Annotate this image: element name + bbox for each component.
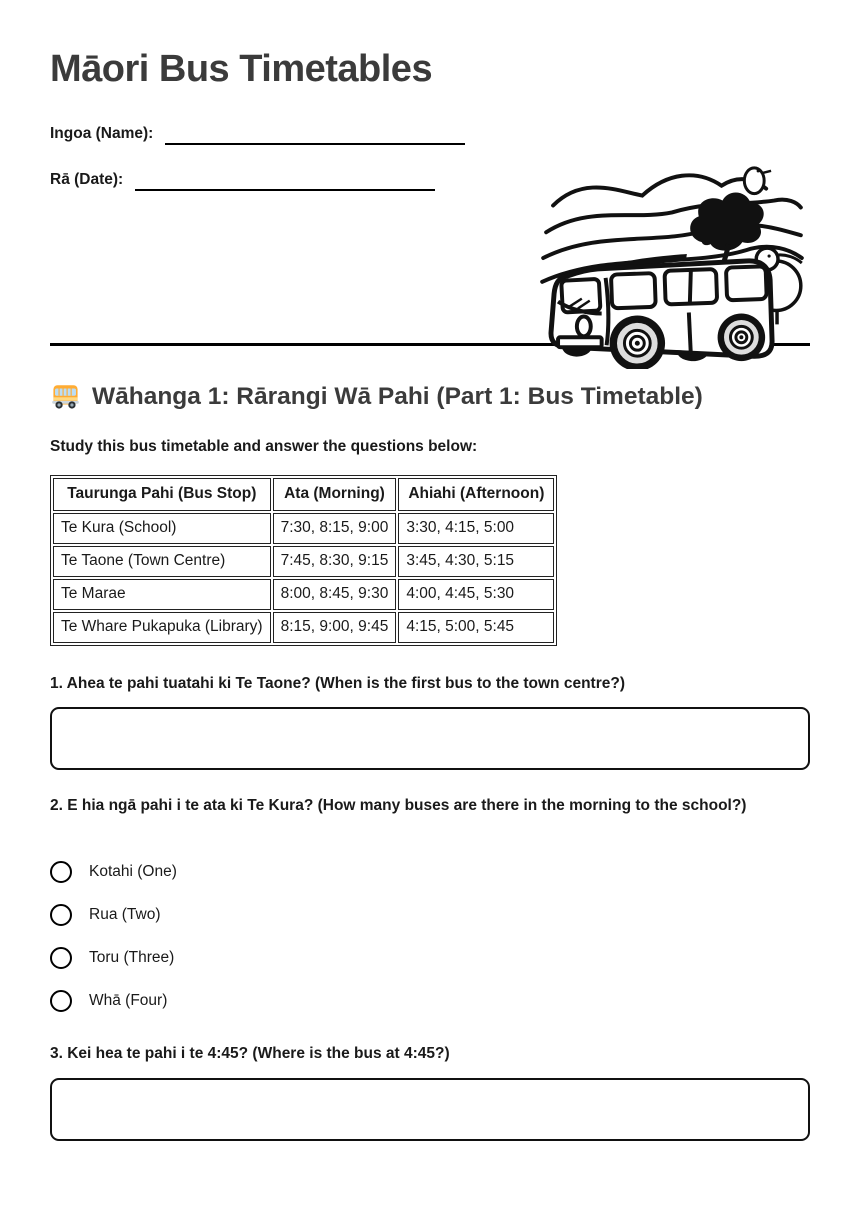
date-label: Rā (Date): <box>50 170 124 188</box>
morning-times: 7:30, 8:15, 9:00 <box>273 513 397 544</box>
morning-times: 8:00, 8:45, 9:30 <box>273 579 397 610</box>
section-heading <box>50 382 810 411</box>
col-header-morning: Ata (Morning) <box>273 478 397 511</box>
bus-landscape-illustration <box>538 151 806 369</box>
radio-option-toru[interactable] <box>50 946 810 969</box>
name-input[interactable] <box>165 123 465 145</box>
radio-option-rua[interactable] <box>50 903 810 926</box>
stop-name: Te Taone (Town Centre) <box>53 546 271 577</box>
van-drawing <box>551 254 772 369</box>
afternoon-times: 3:30, 4:15, 5:00 <box>398 513 554 544</box>
afternoon-times: 4:00, 4:45, 5:30 <box>398 579 554 610</box>
morning-times: 7:45, 8:30, 9:15 <box>273 546 397 577</box>
intro-text: Study this bus timetable and answer the questions below: <box>50 438 478 456</box>
afternoon-times: 4:15, 5:00, 5:45 <box>398 612 554 643</box>
afternoon-times: 3:45, 4:30, 5:15 <box>398 546 554 577</box>
date-input[interactable] <box>135 169 435 191</box>
radio-button-icon[interactable] <box>50 990 72 1012</box>
radio-button-icon[interactable] <box>50 861 72 883</box>
bus-emoji-icon <box>50 382 81 411</box>
radio-option-label: Toru (Three) <box>89 948 175 966</box>
table-row <box>53 546 554 577</box>
radio-button-icon[interactable] <box>50 904 72 926</box>
radio-option-label: Kotahi (One) <box>89 862 177 880</box>
front-wheel <box>610 315 665 369</box>
table-row <box>53 612 554 643</box>
question-3-label: 3. Kei hea te pahi i te 4:45? (Where is the bus at 4:45?) <box>50 1045 450 1063</box>
radio-option-wha[interactable] <box>50 989 810 1012</box>
stop-name: Te Whare Pukapuka (Library) <box>53 612 271 643</box>
rear-wheel <box>718 314 766 362</box>
table-row <box>53 579 554 610</box>
section-heading-text: Wāhanga 1: Rārangi Wā Pahi (Part 1: Bus Timetable) <box>92 382 703 410</box>
radio-option-label: Rua (Two) <box>89 905 161 923</box>
name-label: Ingoa (Name): <box>50 124 154 142</box>
question-2-options <box>50 860 810 1012</box>
question-3-answer-box[interactable] <box>50 1078 810 1141</box>
question-1-answer-box[interactable] <box>50 707 810 770</box>
table-header-row <box>53 478 554 511</box>
stop-name: Te Kura (School) <box>53 513 271 544</box>
col-header-afternoon: Ahiahi (Afternoon) <box>398 478 554 511</box>
radio-option-kotahi[interactable] <box>50 860 810 883</box>
morning-times: 8:15, 9:00, 9:45 <box>273 612 397 643</box>
question-1-label: 1. Ahea te pahi tuatahi ki Te Taone? (When is the first bus to the town centre?) <box>50 675 625 693</box>
page-title: Māori Bus Timetables <box>50 48 433 90</box>
name-field-row <box>50 123 810 145</box>
table-row <box>53 513 554 544</box>
radio-button-icon[interactable] <box>50 947 72 969</box>
radio-option-label: Whā (Four) <box>89 991 168 1009</box>
stop-name: Te Marae <box>53 579 271 610</box>
col-header-bus-stop: Taurunga Pahi (Bus Stop) <box>53 478 271 511</box>
bus-timetable <box>50 475 557 646</box>
question-2-label: 2. E hia ngā pahi i te ata ki Te Kura? (How many buses are there in the morning to the school?) <box>50 797 747 815</box>
